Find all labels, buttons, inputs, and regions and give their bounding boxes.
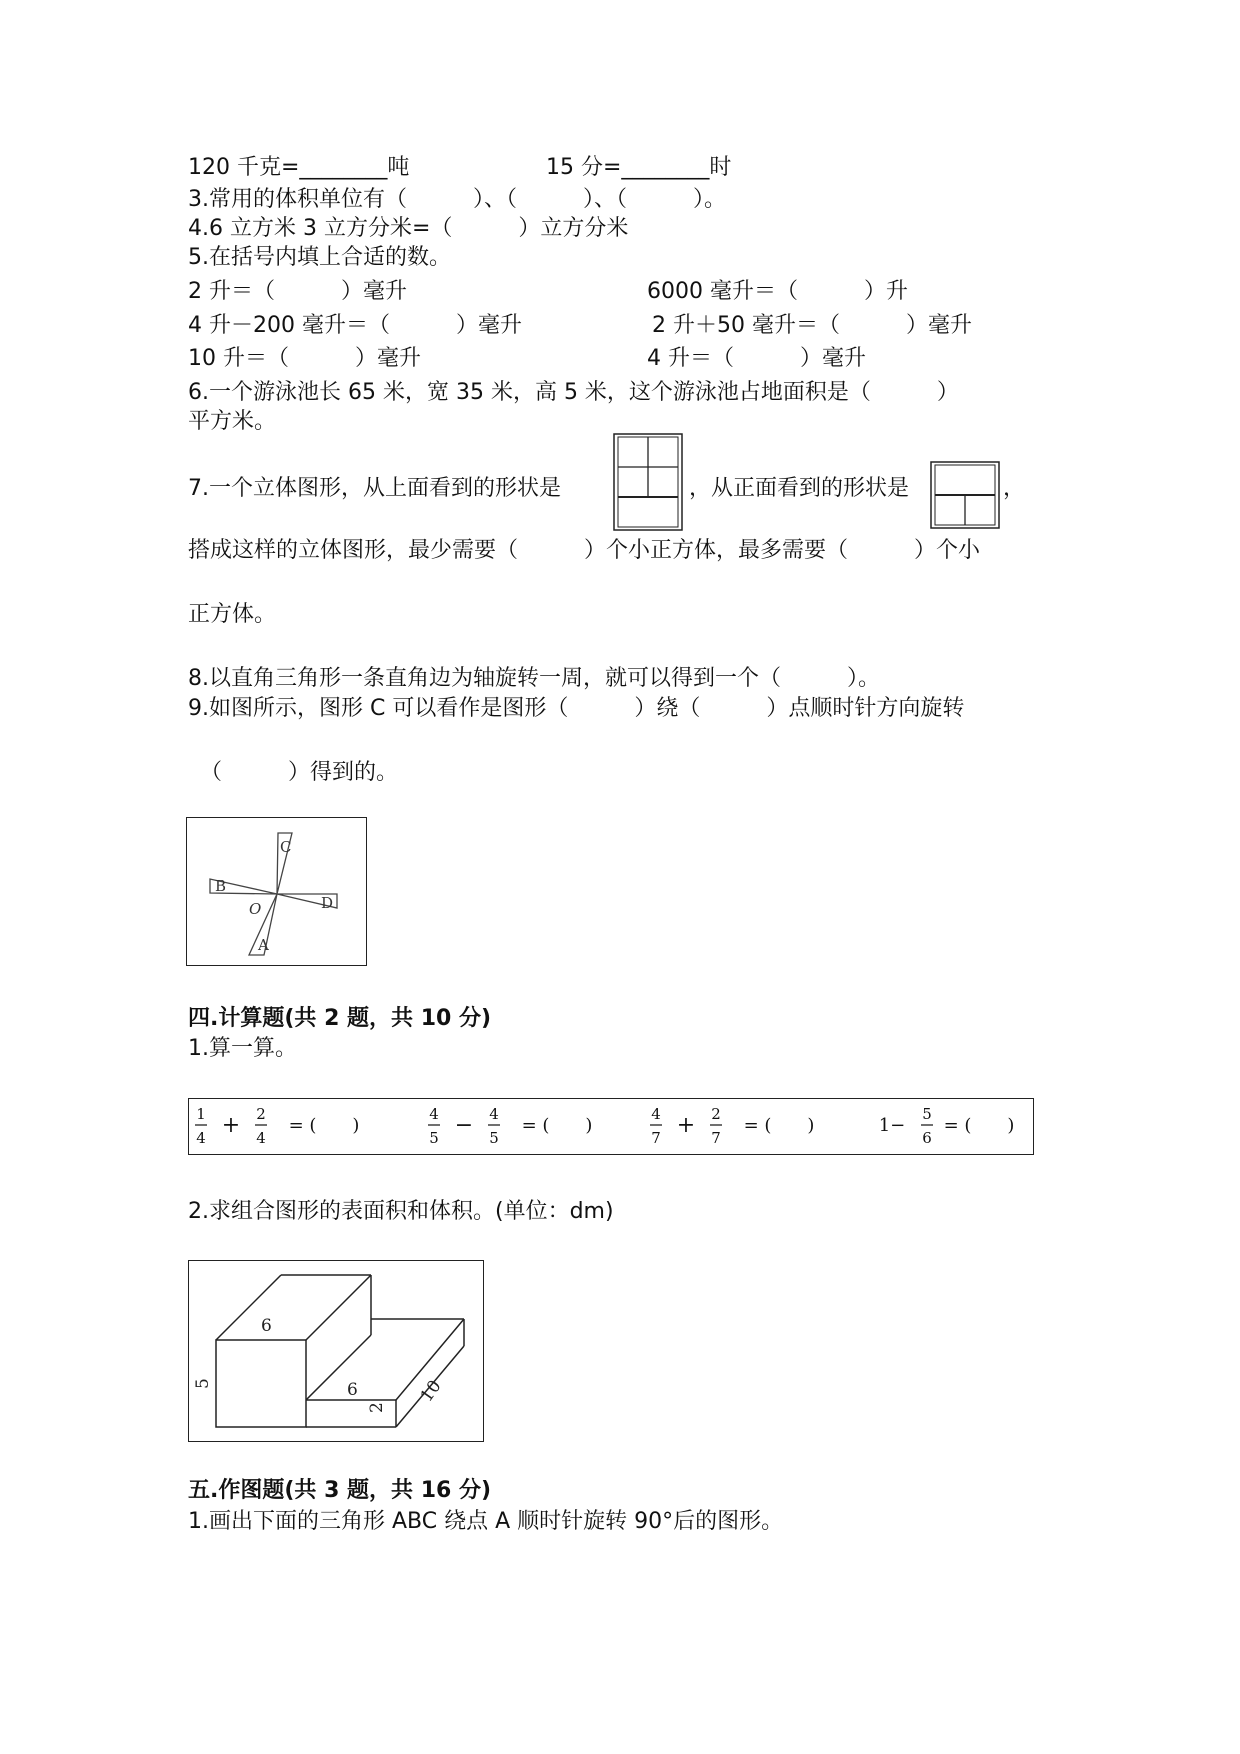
top-view-grid [613, 433, 685, 533]
e2-operator: − [454, 1113, 474, 1138]
e2-equals: = ( ) [521, 1115, 593, 1136]
dim-height: 5 [193, 1378, 213, 1389]
e3-equals: = ( ) [743, 1115, 815, 1136]
label-c: C [280, 838, 292, 856]
front-view-grid [930, 461, 1002, 531]
question-7-line-a: 7.一个立体图形，从上面看到的形状是 [188, 476, 561, 501]
question-7-line-d: 搭成这样的立体图形，最少需要（ ）个小正方体，最多需要（ ）个小 [188, 538, 981, 563]
e2-denominator-1: 5 [429, 1129, 439, 1147]
section-5-question-1: 1.画出下面的三角形 ABC 绕点 A 顺时针旋转 90°后的图形。 [188, 1509, 784, 1534]
question-7-line-e: 正方体。 [188, 602, 277, 627]
e1-numerator-2: 2 [256, 1105, 266, 1123]
e1-operator: + [221, 1113, 241, 1138]
e1-denominator-2: 4 [256, 1129, 266, 1147]
section-4-heading: 四.计算题(共 2 题，共 10 分) [188, 1006, 492, 1031]
section-5-heading: 五.作图题(共 3 题，共 16 分) [188, 1478, 492, 1503]
label-d: D [321, 894, 334, 912]
e2-numerator-2: 4 [489, 1105, 499, 1123]
rotation-figure [186, 817, 367, 966]
e3-numerator-1: 4 [651, 1105, 661, 1123]
question-4: 4.6 立方米 3 立方分米=（ ）立方分米 [188, 216, 629, 241]
question-5-item-e: 10 升＝（ ）毫升 [188, 346, 421, 371]
e3-denominator-1: 7 [651, 1129, 661, 1147]
question-9-line-a: 9.如图所示，图形 C 可以看作是图形（ ）绕（ ）点顺时针方向旋转 [188, 696, 965, 721]
e1-equals: = ( ) [288, 1115, 360, 1136]
question-5-item-a: 2 升＝（ ）毫升 [188, 279, 407, 304]
question-5-item-d: 2 升＋50 毫升＝（ ）毫升 [652, 313, 972, 338]
question-7-line-b: ，从正面看到的形状是 [689, 476, 910, 501]
e1-numerator-1: 1 [196, 1105, 206, 1123]
question-6-line-b: 平方米。 [188, 409, 277, 434]
question-6-line-a: 6.一个游泳池长 65 米，宽 35 米，高 5 米，这个游泳池占地面积是（ ） [188, 380, 959, 405]
question-9-line-b: （ ）得到的。 [200, 760, 399, 785]
question-5-item-c: 4 升－200 毫升＝（ ）毫升 [188, 313, 522, 338]
section-4-question-2: 2.求组合图形的表面积和体积。(单位：dm) [188, 1199, 614, 1224]
e4-numerator: 5 [922, 1105, 932, 1123]
dim-length: 10 [416, 1376, 446, 1406]
e4-denominator: 6 [922, 1129, 932, 1147]
e3-denominator-2: 7 [711, 1129, 721, 1147]
composite-solid-figure [188, 1260, 484, 1442]
e2-numerator-1: 4 [429, 1105, 439, 1123]
e3-numerator-2: 2 [711, 1105, 721, 1123]
question-2-line-a: 120 千克=________吨 [188, 155, 410, 180]
dim-lower-width: 6 [347, 1380, 358, 1400]
e4-whole: 1− [878, 1115, 906, 1136]
e3-operator: + [676, 1113, 696, 1138]
e4-equals: = ( ) [943, 1115, 1015, 1136]
label-a: A [258, 936, 269, 954]
section-4-question-1: 1.算一算。 [188, 1036, 297, 1061]
e1-denominator-1: 4 [196, 1129, 206, 1147]
fraction-expressions-box [188, 1098, 1034, 1155]
question-5-item-b: 6000 毫升＝（ ）升 [647, 279, 908, 304]
label-o: O [249, 900, 262, 918]
question-5-item-f: 4 升＝（ ）毫升 [647, 346, 866, 371]
dim-lower-height: 2 [367, 1402, 387, 1413]
question-5: 5.在括号内填上合适的数。 [188, 245, 451, 270]
question-3: 3.常用的体积单位有（ ）、（ ）、（ ）。 [188, 187, 726, 212]
label-b: B [215, 877, 227, 895]
question-7-line-c: ， [1003, 476, 1026, 501]
question-2-line-b: 15 分=________时 [546, 155, 732, 180]
question-8: 8.以直角三角形一条直角边为轴旋转一周，就可以得到一个（ ）。 [188, 666, 880, 691]
e2-denominator-2: 5 [489, 1129, 499, 1147]
dim-top-width: 6 [261, 1316, 272, 1336]
